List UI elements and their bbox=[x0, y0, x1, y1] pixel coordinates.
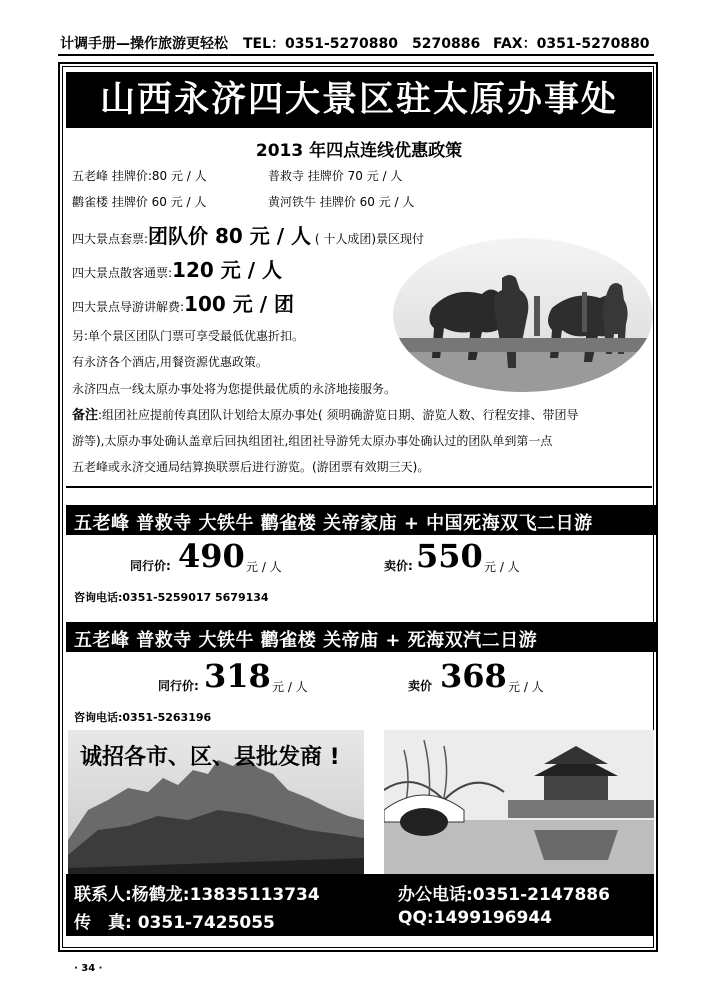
contact-person: 联系人:杨鹤龙:13835113734 bbox=[74, 885, 320, 905]
remark-line-1 bbox=[72, 407, 579, 424]
remark-line-2: 游等),太原办事处确认盖章后回执组团社,组团社导游凭太原办事处确认过的团队单到第一点 bbox=[72, 434, 553, 448]
header-tel: TEL：0351-5270880 bbox=[243, 36, 398, 52]
section-divider bbox=[66, 486, 652, 488]
tour1-sell-unit: 元 / 人 bbox=[484, 560, 520, 574]
note-service: 永济四点一线太原办事处将为您提供最优质的永济地接服务。 bbox=[72, 382, 397, 396]
retail-price: 120 元 / 人 bbox=[172, 258, 282, 282]
tour1-peer-unit: 元 / 人 bbox=[246, 560, 282, 574]
tour1-sell-price: 550 bbox=[416, 537, 483, 575]
iron-ox-statue-photo bbox=[392, 238, 654, 393]
tour2-title-bar bbox=[66, 622, 656, 652]
header-tel2: 5270886 bbox=[412, 36, 481, 52]
note-discount: 另:单个景区团队门票可享受最低优惠折扣。 bbox=[72, 329, 305, 343]
price-tieniu: 黄河铁牛 挂牌价 60 元 / 人 bbox=[268, 195, 415, 209]
package-note: ( 十人成团)景区现付 bbox=[314, 232, 425, 246]
tour1-sell-label: 卖价: bbox=[384, 559, 413, 573]
recruit-slogan: 诚招各市、区、县批发商 ! bbox=[80, 745, 340, 770]
tour1-title: 五老峰 普救寺 大铁牛 鹳雀楼 关帝家庙 + 中国死海双飞二日游 bbox=[74, 513, 593, 534]
package-label: 四大景点套票: bbox=[72, 232, 149, 246]
retail-label: 四大景点散客通票: bbox=[72, 266, 173, 280]
guide-label: 四大景点导游讲解费: bbox=[72, 300, 185, 314]
package-price: 团队价 80 元 / 人 bbox=[148, 224, 312, 248]
tour2-peer-price: 318 bbox=[204, 657, 271, 695]
price-pujiusi: 普救寺 挂牌价 70 元 / 人 bbox=[268, 169, 403, 183]
header-rule bbox=[58, 54, 654, 56]
guide-row bbox=[72, 292, 294, 316]
tour2-sell-unit: 元 / 人 bbox=[508, 680, 544, 694]
remark-line-3: 五老峰或永济交通局结算换联票后进行游览。(游团票有效期三天)。 bbox=[72, 460, 430, 474]
policy-title: 2013 年四点连线优惠政策 bbox=[255, 141, 463, 161]
header-slogan: 计调手册—操作旅游更轻松 bbox=[60, 36, 228, 52]
retail-row bbox=[72, 258, 282, 282]
price-wulaofeng: 五老峰 挂牌价:80 元 / 人 bbox=[72, 169, 207, 183]
note-hotel: 有永济各个酒店,用餐资源优惠政策。 bbox=[72, 355, 268, 369]
tour1-peer-label: 同行价: bbox=[130, 559, 171, 573]
package-row bbox=[72, 224, 425, 248]
tour1-title-bar bbox=[66, 505, 656, 535]
pavilion-bridge-photo bbox=[384, 730, 654, 874]
price-guanquelou: 鹳雀楼 挂牌价 60 元 / 人 bbox=[72, 195, 207, 209]
contact-bar bbox=[66, 874, 654, 936]
tour2-sell-label: 卖价 bbox=[408, 679, 433, 693]
contact-qq: QQ:1499196944 bbox=[398, 908, 552, 928]
remark-text-1: :组团社应提前传真团队计划给太原办事处( 须明确游览日期、游览人数、行程安排、带团导 bbox=[98, 408, 579, 422]
tour1-peer-price: 490 bbox=[178, 537, 245, 575]
contact-office: 办公电话:0351-2147886 bbox=[398, 885, 610, 905]
tour2-sell-price: 368 bbox=[440, 657, 507, 695]
title-bar bbox=[66, 72, 652, 128]
contact-fax: 传 真: 0351-7425055 bbox=[74, 913, 275, 933]
remark-label: 备注 bbox=[72, 408, 99, 423]
ad-title: 山西永济四大景区驻太原办事处 bbox=[99, 80, 618, 120]
tour2-peer-label: 同行价: bbox=[158, 679, 199, 693]
tour2-phone: 咨询电话:0351-5263196 bbox=[74, 711, 212, 724]
header-fax: FAX：0351-5270880 bbox=[493, 36, 650, 52]
tour1-phone: 咨询电话:0351-5259017 5679134 bbox=[74, 591, 269, 604]
tour2-title: 五老峰 普救寺 大铁牛 鹳雀楼 关帝庙 + 死海双汽二日游 bbox=[74, 630, 538, 651]
guide-price: 100 元 / 团 bbox=[184, 292, 294, 316]
tour2-peer-unit: 元 / 人 bbox=[272, 680, 308, 694]
page-number: · 34 · bbox=[74, 963, 103, 974]
